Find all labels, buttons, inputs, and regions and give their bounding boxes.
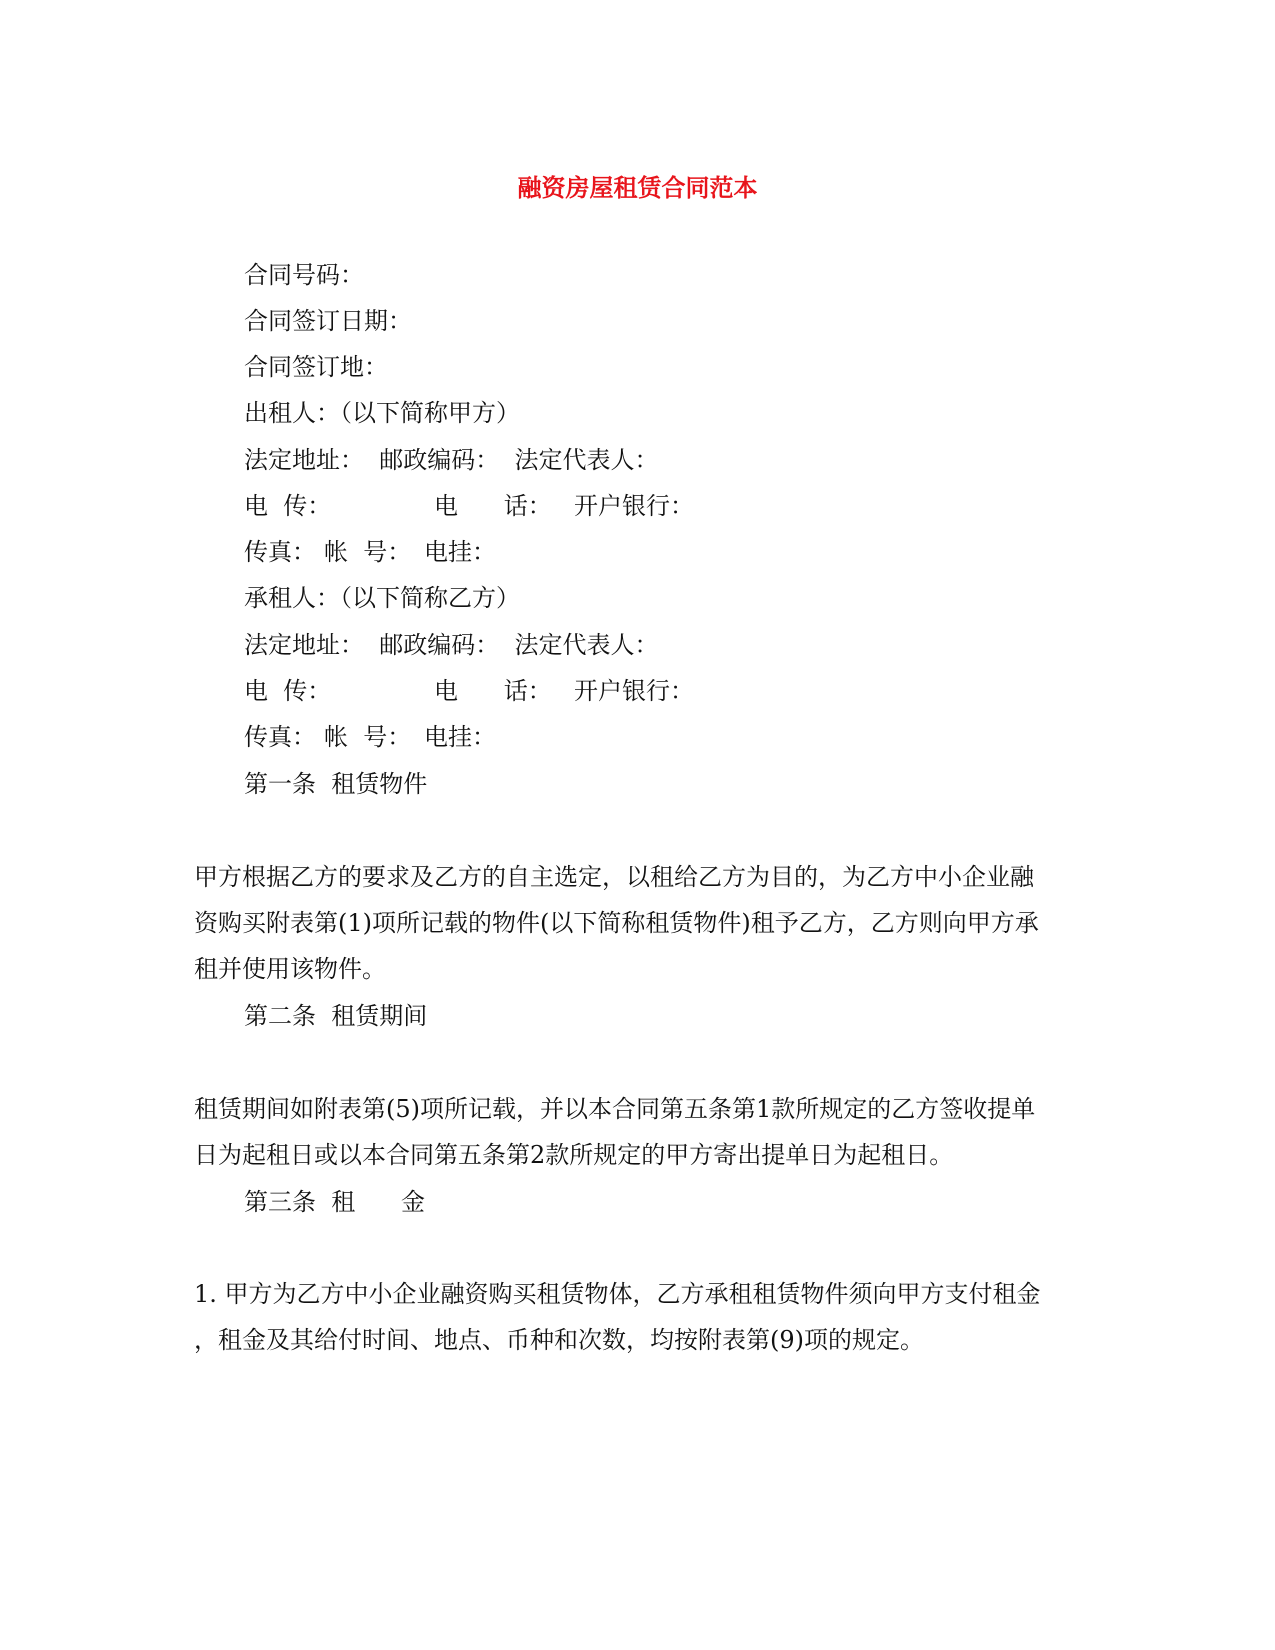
lessee-bank: 开户银行： bbox=[574, 677, 694, 705]
lessee-account: 帐 号： bbox=[324, 723, 412, 751]
lessee-address-line: 法定地址： 邮政编码： 法定代表人： bbox=[244, 631, 659, 659]
lessee-telex-line bbox=[244, 675, 694, 707]
lessee-label: 承租人：（以下简称乙方） bbox=[244, 584, 520, 612]
contract-number-line: 合同号码： bbox=[244, 261, 364, 289]
contract-date-line: 合同签订日期： bbox=[244, 307, 412, 335]
lessee-phone: 电 话： bbox=[434, 677, 552, 705]
article3-line: 1. 甲方为乙方中小企业融资购买租赁物体，乙方承租租赁物件须向甲方支付租金 bbox=[194, 1280, 1041, 1308]
article1-line: 资购买附表第(1)项所记载的物件(以下简称租赁物件)租予乙方，乙方则向甲方承 bbox=[194, 909, 1039, 937]
lessor-phone: 电 话： bbox=[434, 492, 552, 520]
lessor-label: 出租人：（以下简称甲方） bbox=[244, 399, 520, 427]
lessor-account: 帐 号： bbox=[324, 538, 412, 566]
article2-line: 租赁期间如附表第(5)项所记载，并以本合同第五条第1款所规定的乙方签收提单 bbox=[194, 1095, 1036, 1123]
article2-heading: 第二条 租赁期间 bbox=[244, 1002, 428, 1030]
lessor-fax: 传真： bbox=[244, 538, 316, 566]
lessee-fax-line bbox=[244, 721, 496, 753]
article1-line: 租并使用该物件。 bbox=[194, 955, 386, 983]
article1-line: 甲方根据乙方的要求及乙方的自主选定，以租给乙方为目的，为乙方中小企业融 bbox=[194, 863, 1034, 891]
lessee-telex: 电 传： bbox=[244, 677, 332, 705]
lessor-bank: 开户银行： bbox=[574, 492, 694, 520]
lessee-cable: 电挂： bbox=[424, 723, 496, 751]
article2-line: 日为起租日或以本合同第五条第2款所规定的甲方寄出提单日为起租日。 bbox=[194, 1141, 954, 1169]
document-title: 融资房屋租赁合同范本 bbox=[517, 173, 758, 202]
lessee-fax: 传真： bbox=[244, 723, 316, 751]
lessor-cable: 电挂： bbox=[424, 538, 496, 566]
contract-place-line: 合同签订地： bbox=[244, 353, 388, 381]
lessor-fax-line bbox=[244, 536, 496, 568]
lessor-telex-line bbox=[244, 490, 694, 522]
lessor-telex: 电 传： bbox=[244, 492, 332, 520]
article3-line: ，租金及其给付时间、地点、币种和次数，均按附表第(9)项的规定。 bbox=[194, 1326, 924, 1354]
article3-heading: 第三条 租 金 bbox=[244, 1188, 426, 1216]
article1-heading: 第一条 租赁物件 bbox=[244, 770, 428, 798]
lessor-address-line: 法定地址： 邮政编码： 法定代表人： bbox=[244, 446, 659, 474]
